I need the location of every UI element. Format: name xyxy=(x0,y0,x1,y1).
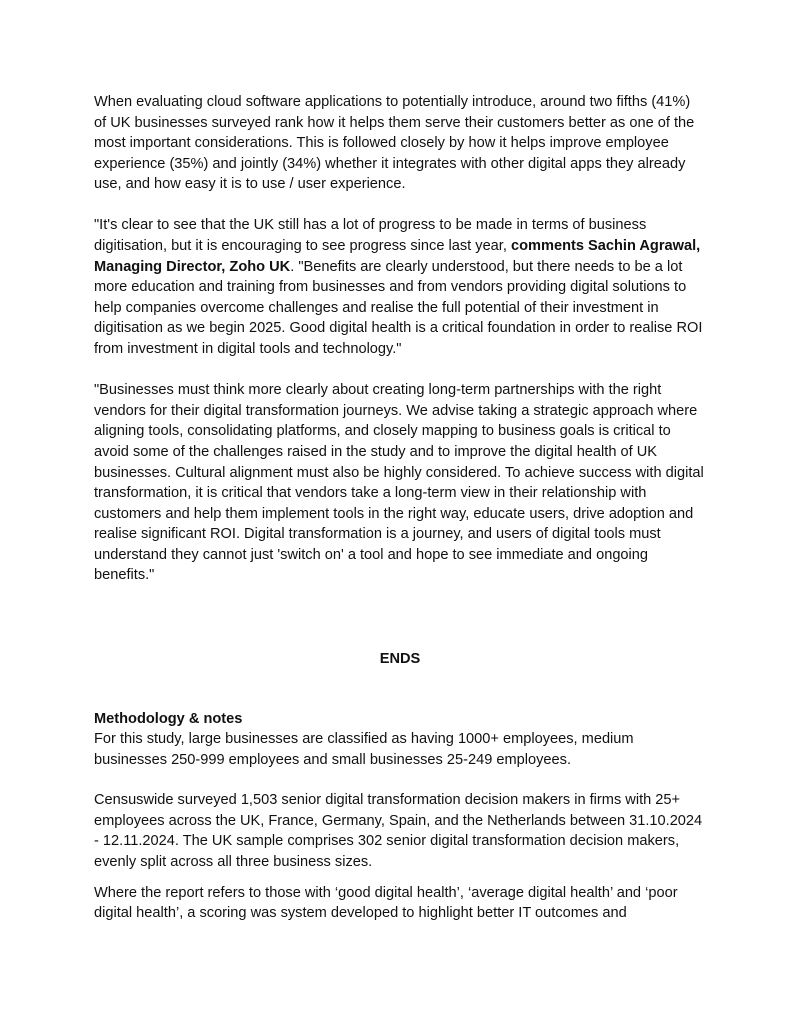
quote-attribution: comments Sachin Agrawal, Managing Director, Zoho UK xyxy=(94,238,701,275)
quote-1-rest: . "Benefits are clearly understood, but there needs to be a lot more education and training from businesses and from vendors providing digital solutions to help companies overcome challenges and realise the full potential of their investment in digitisation as we begin 2025. Good digital health is a critical foundation in order to realise ROI from investment in digital tools and technology." xyxy=(94,258,703,358)
paragraph-agrawal-quote-1 xyxy=(94,215,706,359)
quote-1-lead: "It's clear to see that the UK still has a lot of progress to be made in terms of business digitisation, but it is encouraging to see progress since last year, xyxy=(94,217,647,255)
methodology-business-sizes: For this study, large businesses are classified as having 1000+ employees, medium businesses 250-999 employees and small businesses 25-249 employees. xyxy=(94,731,634,768)
document-page xyxy=(94,92,706,924)
paragraph-agrawal-quote-2: "Businesses must think more clearly about creating long-term partnerships with the right vendors for their digital transformation journeys. We advise taking a strategic approach where aligning tools, consolidating platforms, and closely mapping to business goals is critical to avoid some of the challenges raised in the study and to improve the digital health of UK businesses. Cultural alignment must also be highly considered. To achieve success with digital transformation, it is critical that vendors take a long-term view in their relationship with customers and help them implement tools in the right way, educate users, drive adoption and realise significant ROI. Digital transformation is a journey, and users of digital tools must understand they cannot just 'switch on' a tool and hope to see immediate and ongoing benefits." xyxy=(94,382,704,584)
ends-marker: ENDS xyxy=(379,651,421,668)
paragraph-customer-considerations: When evaluating cloud software applications to potentially introduce, around two fifths (41%) of UK businesses surveyed rank how it helps them serve their customers better as one of the most important considerations. This is followed closely by how it helps improve employee experience (35%) and jointly (34%) whether it integrates with other digital apps they already use, and how easy it is to use / user experience. xyxy=(94,94,695,193)
methodology-heading: Methodology & notes xyxy=(94,711,243,728)
methodology-digital-health: Where the report refers to those with ‘good digital health’, ‘average digital health’ and ‘poor digital health’, a scoring was system developed to highlight better IT outcomes and xyxy=(94,884,678,922)
methodology-survey-details: Censuswide surveyed 1,503 senior digital transformation decision makers in firms with 25+ employees across the UK, France, Germany, Spain, and the Netherlands between 31.10.2024 - 12.11.2024. The UK sample comprises 302 senior digital transformation decision makers, evenly split across all three business sizes. xyxy=(94,792,703,871)
